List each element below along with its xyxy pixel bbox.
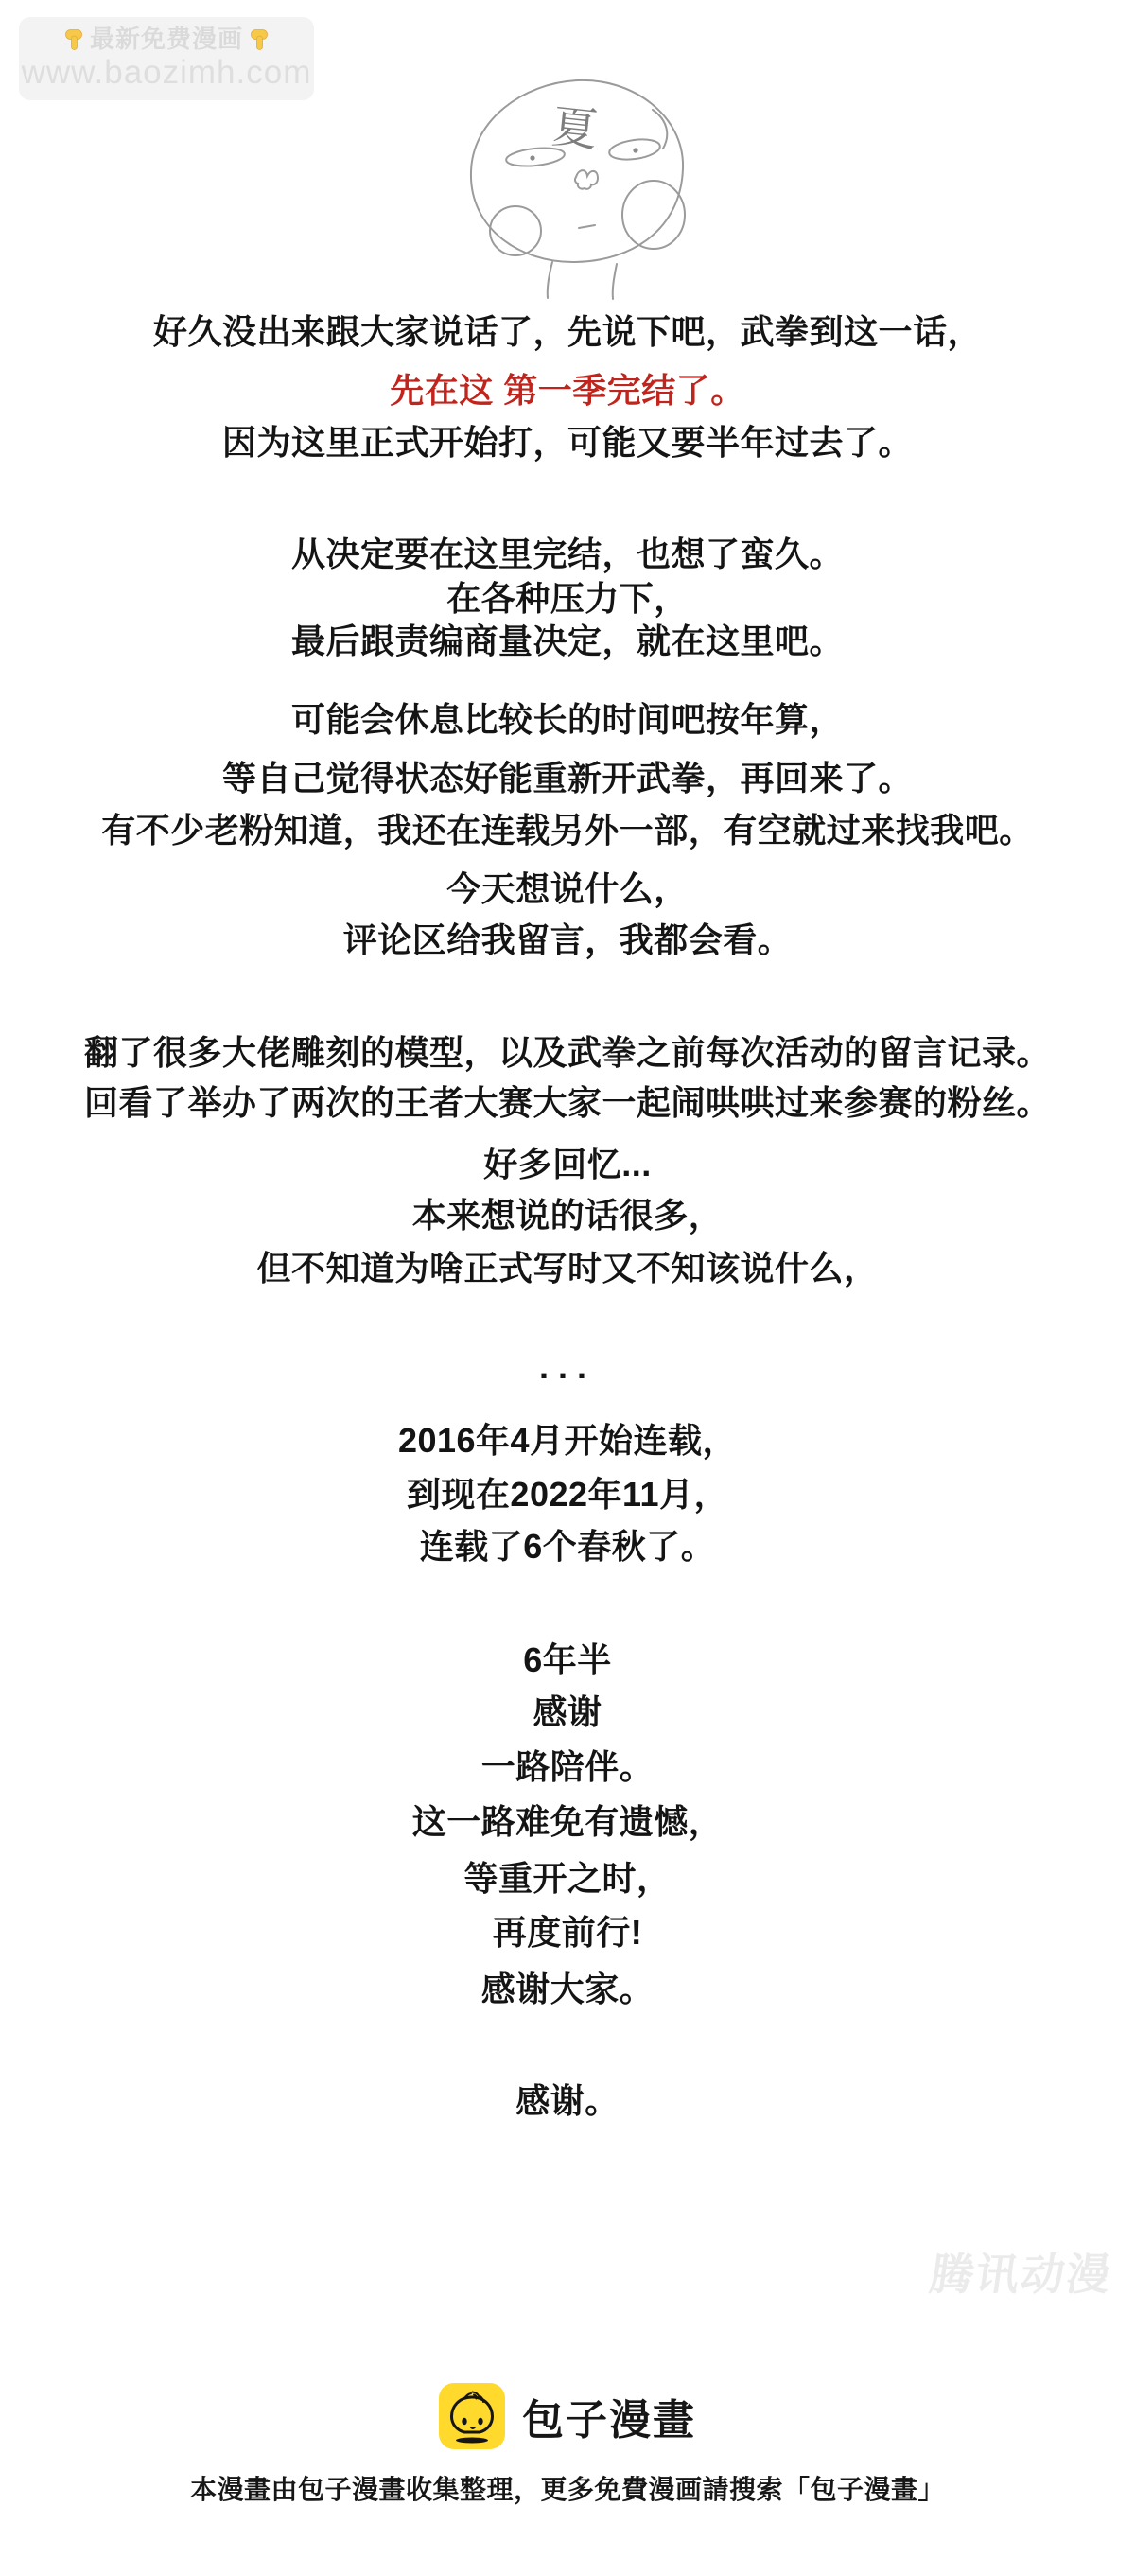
- letter-line: 但不知道为啥正式写时又不知该说什么，: [256, 1249, 879, 1288]
- brand-logo-text: 包子漫畫: [522, 2397, 696, 2444]
- tencent-comics-watermark: 腾讯动漫: [926, 2250, 1116, 2299]
- footer-notice: 本漫畫由包子漫畫收集整理，更多免費漫画請搜索「包子漫畫」: [189, 2475, 945, 2504]
- watermark-title-row: [61, 26, 271, 53]
- brand-footer: [0, 2383, 1135, 2449]
- letter-line: 最后跟责编商量决定，就在这里吧。: [290, 622, 844, 660]
- letter-line: 可能会休息比较长的时间吧按年算，: [290, 700, 844, 739]
- watermark-title: 最新免费漫画: [89, 25, 243, 54]
- baozi-bun-icon: [439, 2383, 505, 2449]
- letter-line: 本来想说的话很多，: [411, 1196, 724, 1235]
- forehead-character: 夏: [549, 101, 601, 157]
- letter-line: 感谢。: [515, 2081, 620, 2120]
- letter-line-ellipsis: ...: [538, 1347, 596, 1386]
- letter-line: 回看了举办了两次的王者大赛大家一起闹哄哄过来参赛的粉丝。: [83, 1083, 1051, 1122]
- letter-line: 好久没出来跟大家说话了，先说下吧，武拳到这一话，: [152, 312, 982, 351]
- letter-line: 这一路难免有遗憾，: [411, 1802, 724, 1841]
- letter-line: 翻了很多大佬雕刻的模型，以及武拳之前每次活动的留言记录。: [83, 1033, 1051, 1072]
- letter-line: 连载了6个春秋了。: [419, 1527, 716, 1566]
- letter-line: 2016年4月开始连载，: [397, 1421, 738, 1460]
- letter-line: 今天想说什么，: [446, 869, 689, 908]
- letter-line-highlight: 先在这 第一季完结了。: [390, 371, 745, 410]
- letter-line: 再度前行!: [492, 1913, 643, 1952]
- left-pupil: [530, 155, 534, 160]
- letter-line: 有不少老粉知道，我还在连载另外一部，有空就过来找我吧。: [101, 811, 1034, 850]
- point-down-icon: [247, 27, 271, 52]
- letter-line: 等重开之时，: [463, 1859, 672, 1898]
- letter-line: 感谢: [533, 1692, 602, 1731]
- letter-line: 到现在2022年11月，: [406, 1475, 729, 1514]
- letter-line: 一路陪伴。: [480, 1747, 655, 1786]
- letter-line: 评论区给我留言，我都会看。: [342, 920, 793, 959]
- right-pupil: [633, 148, 637, 152]
- watermark-url: www.baozimh.com: [21, 54, 312, 92]
- letter-line: 好多回忆...: [483, 1145, 652, 1183]
- letter-line: 6年半: [523, 1640, 612, 1679]
- point-down-icon: [61, 27, 86, 52]
- author-face-doodle: [443, 68, 726, 305]
- letter-line: 在各种压力下，: [446, 579, 689, 618]
- letter-line: 从决定要在这里完结，也想了蛮久。: [290, 534, 844, 573]
- site-watermark-badge: [19, 17, 314, 100]
- letter-line: 因为这里正式开始打，可能又要半年过去了。: [221, 423, 913, 462]
- letter-line: 感谢大家。: [480, 1970, 655, 2008]
- letter-line: 等自己觉得状态好能重新开武拳，再回来了。: [221, 759, 913, 797]
